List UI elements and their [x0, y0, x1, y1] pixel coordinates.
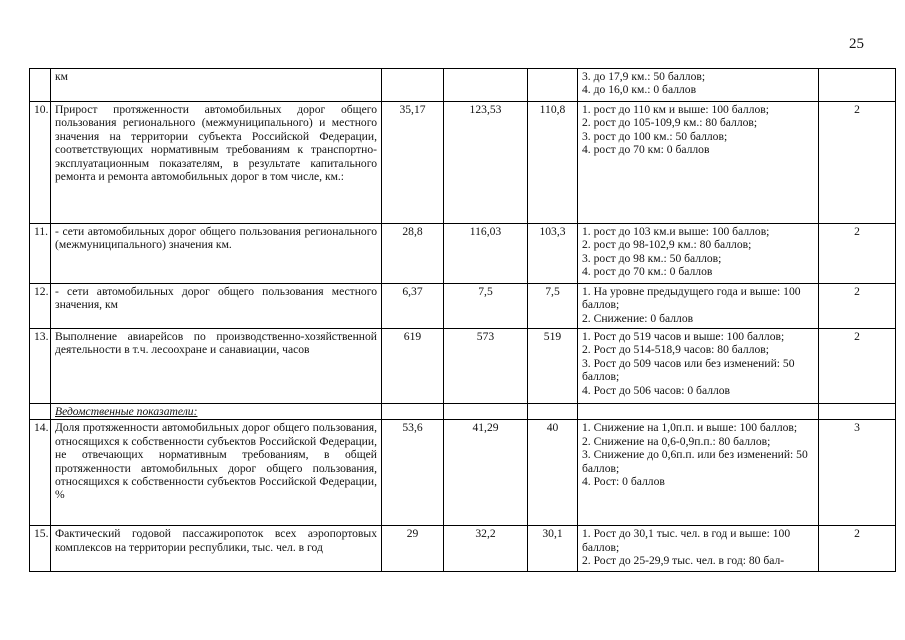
table-row: [30, 102, 896, 224]
value-cell: 519: [528, 329, 578, 404]
criteria-line: 1. рост до 103 км.и выше: 100 баллов;: [582, 225, 770, 238]
criteria-line: 3. Снижение до 0,6п.п. или без изменений: 50 баллов;: [582, 448, 808, 475]
table-row: [30, 329, 896, 404]
row-number: 11.: [30, 224, 51, 284]
criteria-line: 4. до 16,0 км.: 0 баллов: [582, 83, 697, 97]
value-cell: 29: [382, 526, 444, 572]
value-cell: 116,03: [444, 224, 528, 284]
table-row: [30, 224, 896, 284]
criteria-line: 2. Снижение на 0,6-0,9п.п.: 80 баллов;: [582, 434, 771, 448]
value-cell: 7,5: [444, 284, 528, 329]
criteria-cell: [578, 329, 819, 404]
value-cell: 123,53: [444, 102, 528, 224]
value-cell: 6,37: [382, 284, 444, 329]
table-row: [30, 420, 896, 526]
table-row: [30, 526, 896, 572]
points-cell: 2: [819, 102, 896, 224]
section-header-row: [30, 404, 896, 420]
criteria-line: 2. рост до 98-102,9 км.: 80 баллов;: [582, 238, 752, 252]
table-row: [30, 69, 896, 102]
criteria-cell: [578, 102, 819, 224]
criteria-line: 4. Рост до 506 часов: 0 баллов: [582, 383, 731, 397]
indicators-table: [29, 68, 896, 572]
criteria-line: 2. Рост до 25-29,9 тыс. чел. в год: 80 бал-: [582, 554, 785, 568]
value-cell: 573: [444, 329, 528, 404]
criteria-line: 2. Снижение: 0 баллов: [582, 311, 694, 325]
criteria-cell: [578, 526, 819, 572]
indicator-description: - сети автомобильных дорог общего пользования местного значения, км: [51, 284, 382, 329]
value-cell: [528, 69, 578, 102]
value-cell: 7,5: [528, 284, 578, 329]
value-cell: 28,8: [382, 224, 444, 284]
criteria-line: 1. Рост до 519 часов и выше: 100 баллов;: [582, 330, 785, 343]
criteria-line: 3. до 17,9 км.: 50 баллов;: [582, 70, 706, 83]
row-number: 15.: [30, 526, 51, 572]
section-number-cell: [30, 404, 51, 420]
indicator-description: Прирост протяженности автомобильных дорог общего пользования регионального (межмуниципального) и местного значения на территории субъекта Российской Федерации, соответствующих нормативным требованиям к транспортно-эксплуатационным показателям, в результате капитального ремонта и ремонта автомобильных дорог в том числе, км.:: [51, 102, 382, 224]
value-cell: 103,3: [528, 224, 578, 284]
section-title-cell: [51, 404, 382, 420]
value-cell: 40: [528, 420, 578, 526]
row-number: 10.: [30, 102, 51, 224]
indicator-description: Фактический годовой пассажиропоток всех аэропортовых комплексов на территории республики, тыс. чел. в год: [51, 526, 382, 572]
criteria-cell: [578, 69, 819, 102]
criteria-line: 1. Рост до 30,1 тыс. чел. в год и выше: 100 баллов;: [582, 527, 791, 554]
criteria-line: 1. Снижение на 1,0п.п. и выше: 100 баллов;: [582, 421, 798, 435]
row-number: [30, 69, 51, 102]
criteria-line: 1. рост до 110 км и выше: 100 баллов;: [582, 103, 769, 116]
points-cell: 2: [819, 329, 896, 404]
points-cell: 3: [819, 420, 896, 526]
criteria-line: 1. На уровне предыдущего года и выше: 100 баллов;: [582, 285, 801, 312]
table-row: [30, 284, 896, 329]
criteria-cell: [578, 420, 819, 526]
criteria-line: 3. Рост до 509 часов или без изменений: 50 баллов;: [582, 356, 795, 384]
indicator-description: - сети автомобильных дорог общего пользования регионального (межмуниципального) значения км.: [51, 224, 382, 284]
criteria-line: 3. рост до 100 км.: 50 баллов;: [582, 129, 728, 143]
value-cell: [444, 69, 528, 102]
criteria-line: 4. рост до 70 км: 0 баллов: [582, 143, 710, 157]
value-cell: 53,6: [382, 420, 444, 526]
criteria-line: 4. Рост: 0 баллов: [582, 475, 665, 489]
criteria-line: 4. рост до 70 км.: 0 баллов: [582, 265, 713, 279]
points-cell: [819, 69, 896, 102]
criteria-line: 3. рост до 98 км.: 50 баллов;: [582, 251, 722, 265]
points-cell: 2: [819, 526, 896, 572]
value-cell: 30,1: [528, 526, 578, 572]
value-cell: 32,2: [444, 526, 528, 572]
row-number: 12.: [30, 284, 51, 329]
row-number: 14.: [30, 420, 51, 526]
points-cell: 2: [819, 284, 896, 329]
criteria-cell: [578, 284, 819, 329]
value-cell: 110,8: [528, 102, 578, 224]
indicator-description: Выполнение авиарейсов по производственно-хозяйственной деятельности в т.ч. лесоохране и санавиации, часов: [51, 329, 382, 404]
criteria-line: 2. рост до 105-109,9 км.: 80 баллов;: [582, 116, 758, 130]
value-cell: 35,17: [382, 102, 444, 224]
criteria-line: 2. Рост до 514-518,9 часов: 80 баллов;: [582, 343, 769, 357]
page-number: 25: [849, 36, 864, 52]
section-title: Ведомственные показатели:: [55, 405, 198, 418]
indicator-description: км: [51, 69, 382, 102]
row-number: 13.: [30, 329, 51, 404]
value-cell: 41,29: [444, 420, 528, 526]
value-cell: [382, 69, 444, 102]
points-cell: 2: [819, 224, 896, 284]
value-cell: 619: [382, 329, 444, 404]
indicator-description: Доля протяженности автомобильных дорог общего пользования, относящихся к собственности субъектов Российской Федерации, не отвечающих нормативным требованиям, в общей протяженности автомобильных дорог общего пользования, относящихся к собственности субъектов Российской Федерации, %: [51, 420, 382, 526]
criteria-cell: [578, 224, 819, 284]
